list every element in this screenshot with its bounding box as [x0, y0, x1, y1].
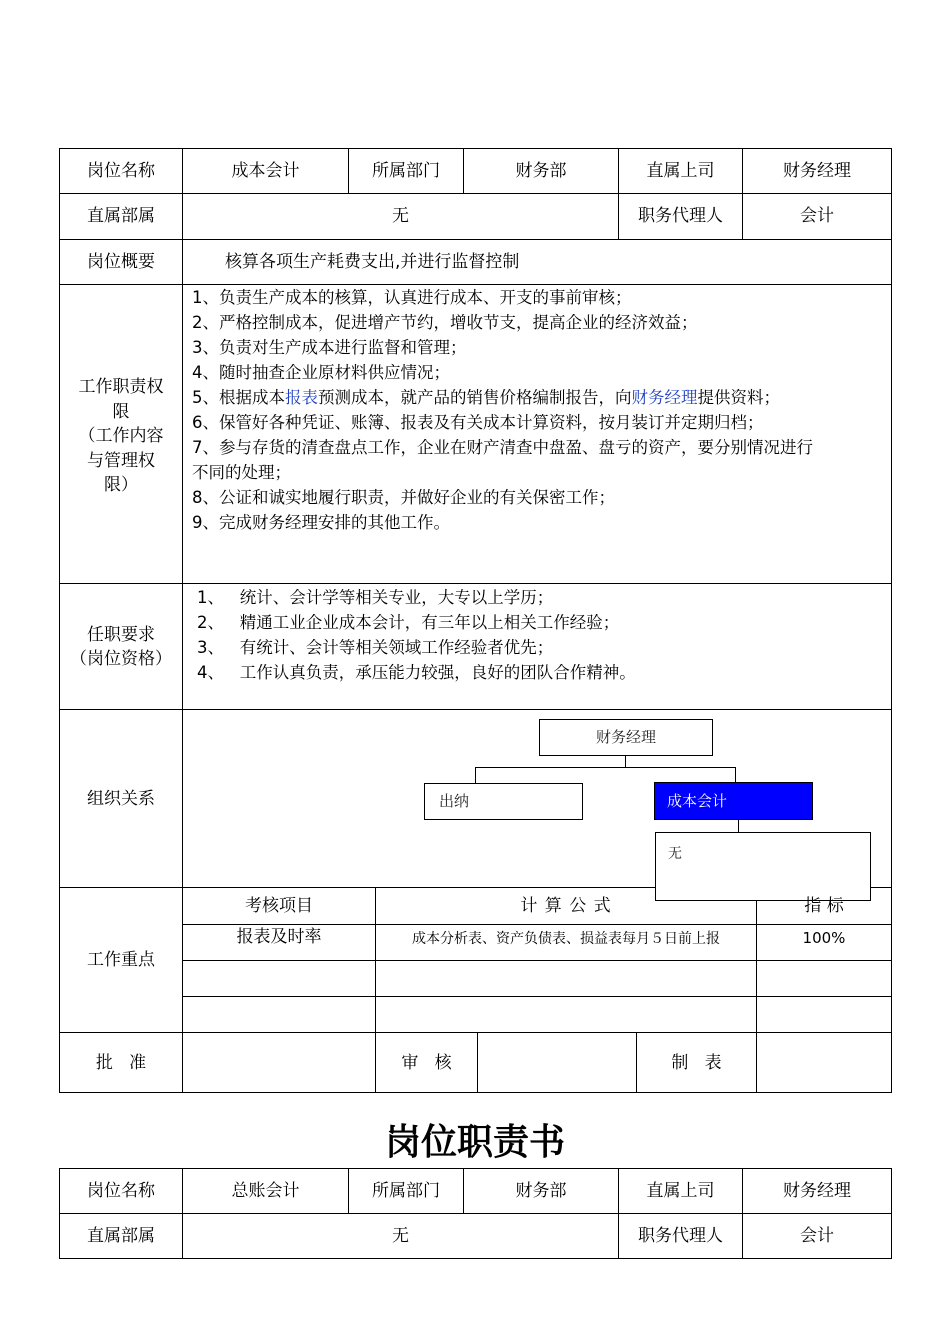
label-approve: 批 准: [95, 1053, 147, 1073]
link-finance-manager[interactable]: 财务经理: [631, 388, 698, 407]
label-deputy: 职务代理人: [638, 206, 723, 226]
t2-label-supervisor: 直属上司: [646, 1181, 715, 1201]
label-duties: 工作职责权 限 （工作内容 与管理权 限）: [78, 377, 164, 495]
duty-item: 6、保管好各种凭证、账簿、报表及有关成本计算资料，按月装订并定期归档；: [192, 413, 764, 432]
t2-value-deputy: 会计: [800, 1226, 834, 1246]
duty-item: 5、根据成本报表预测成本，就产品的销售价格编制报告，向财务经理提供资料；: [192, 388, 780, 407]
value-department: 财务部: [515, 161, 567, 181]
label-overview: 岗位概要: [87, 252, 155, 272]
label-supervisor: 直属上司: [646, 161, 715, 181]
focus-cell-target: 100%: [802, 929, 846, 947]
value-deputy: 会计: [800, 206, 834, 226]
label-department: 所属部门: [372, 161, 440, 181]
focus-header-item: 考核项目: [245, 896, 313, 916]
org-node-current: 成本会计: [654, 782, 813, 820]
duty-item: 2、严格控制成本，促进增产节约，增收节支，提高企业的经济效益；: [192, 313, 698, 332]
page-title: 岗位职责书: [384, 1121, 565, 1163]
requirement-item: 1、 统计、会计学等相关专业，大专以上学历；: [197, 588, 554, 607]
t2-label-department: 所属部门: [372, 1181, 440, 1201]
value-position-name: 成本会计: [231, 161, 300, 181]
duty-item: 4、随时抽查企业原材料供应情况；: [192, 363, 450, 382]
duty-item: 3、负责对生产成本进行监督和管理；: [192, 338, 467, 357]
overview-text: 核算各项生产耗费支出,并进行监督控制: [225, 252, 520, 272]
duty-item-continued: 不同的处理；: [192, 463, 291, 482]
t2-label-subordinates: 直属部属: [87, 1226, 155, 1246]
label-position-name: 岗位名称: [87, 161, 155, 181]
value-subordinates: 无: [392, 206, 409, 226]
requirement-item: 4、 工作认真负责，承压能力较强，良好的团队合作精神。: [197, 663, 636, 682]
requirement-item: 2、 精通工业企业成本会计，有三年以上相关工作经验；: [197, 613, 620, 632]
label-prepare: 制 表: [671, 1053, 722, 1073]
focus-cell-formula: 成本分析表、资产负债表、损益表每月５日前上报: [412, 931, 720, 947]
org-node-manager: 财务经理: [539, 719, 713, 756]
label-subordinates: 直属部属: [87, 206, 155, 226]
value-supervisor: 财务经理: [783, 161, 851, 181]
link-report[interactable]: 报表: [285, 388, 318, 407]
t2-value-subordinates: 无: [392, 1226, 409, 1246]
t2-label-position-name: 岗位名称: [87, 1181, 155, 1201]
duty-item: 8、公证和诚实地履行职责，并做好企业的有关保密工作；: [192, 488, 615, 507]
focus-header-target: 指 标: [804, 896, 844, 916]
t2-value-department: 财务部: [515, 1181, 567, 1201]
duty-item: 9、完成财务经理安排的其他工作。: [192, 513, 450, 532]
t2-value-supervisor: 财务经理: [783, 1181, 851, 1201]
t2-value-position-name: 总账会计: [231, 1181, 300, 1201]
t2-label-deputy: 职务代理人: [638, 1226, 723, 1246]
requirement-item: 3、 有统计、会计等相关领域工作经验者优先；: [197, 638, 554, 657]
duty-item: 7、参与存货的清查盘点工作，企业在财产清查中盘盈、盘亏的资产，要分别情况进行: [192, 438, 813, 457]
label-requirements: 任职要求 （岗位资格）: [70, 625, 172, 669]
duty-item: 1、负责生产成本的核算，认真进行成本、开支的事前审核；: [192, 288, 632, 307]
org-node-cashier: 出纳: [424, 783, 583, 820]
focus-header-formula: 计 算 公 式: [520, 896, 612, 916]
org-node-subordinate: 无: [655, 832, 871, 901]
label-review: 审 核: [401, 1053, 452, 1073]
focus-cell-item: 报表及时率: [236, 927, 322, 947]
label-focus: 工作重点: [87, 950, 155, 970]
label-org: 组织关系: [87, 789, 155, 809]
